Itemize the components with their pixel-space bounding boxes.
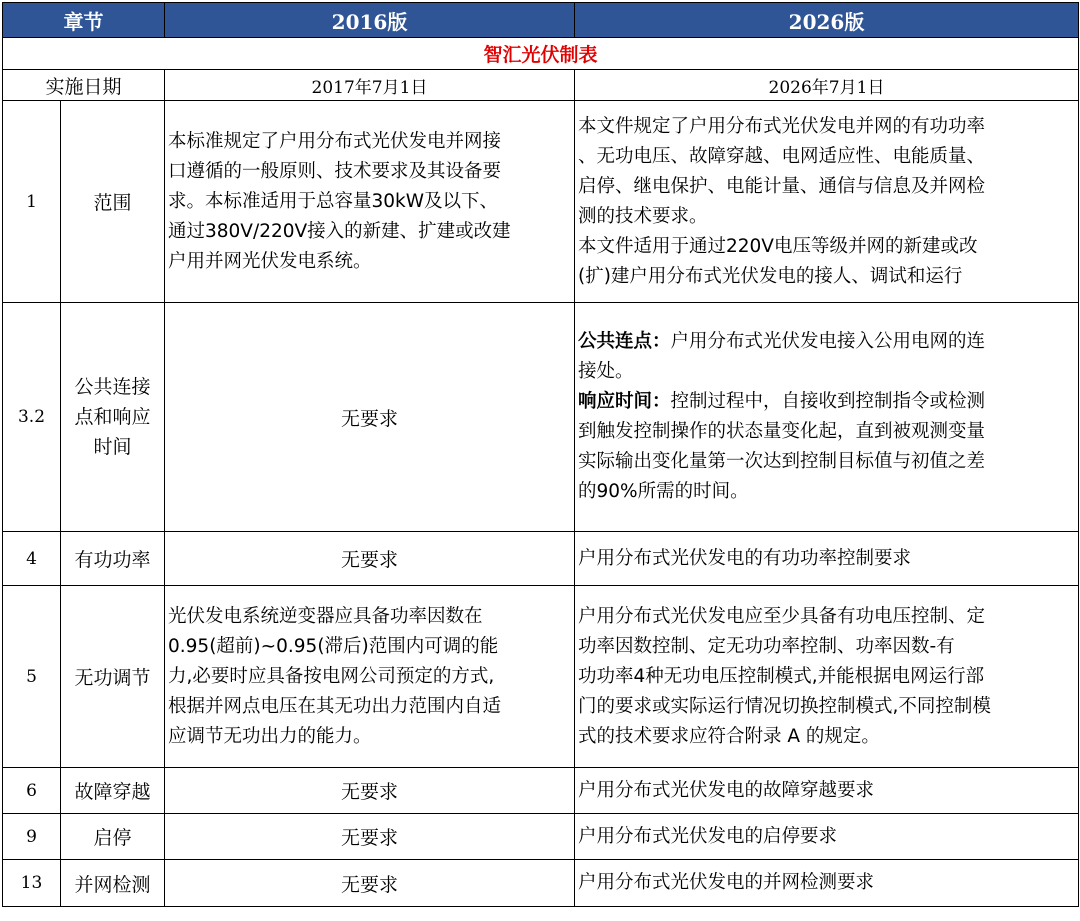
table-row	[3, 586, 1079, 768]
section-number: 1	[3, 101, 61, 303]
cell-2026	[575, 303, 1079, 532]
cell-2026: 户用分布式光伏发电的有功功率控制要求	[575, 532, 1079, 586]
section-number: 9	[3, 814, 61, 860]
section-topic: 无功调节	[61, 586, 165, 768]
text-line: 户用并网光伏发电系统。	[168, 250, 372, 272]
section-topic	[61, 303, 165, 532]
section-topic: 并网检测	[61, 860, 165, 907]
text-line: 力,必要时应具备按电网公司预定的方式,	[168, 665, 495, 687]
implementation-row	[3, 70, 1079, 101]
term-text: 户用分布式光伏发电接入公用电网的连	[670, 331, 986, 352]
cell-2016: 无要求	[165, 532, 575, 586]
text-line: (扩)建户用分布式光伏发电的接人、调试和运行	[578, 265, 963, 287]
table-row	[3, 814, 1079, 860]
cell-2016: 无要求	[165, 303, 575, 532]
section-number: 4	[3, 532, 61, 586]
text-line: 光伏发电系统逆变器应具备功率因数在	[168, 605, 483, 627]
text-line: 接处。	[578, 361, 634, 382]
header-2016: 2016版	[165, 3, 575, 38]
topic-line: 点和响应	[74, 406, 151, 428]
term-label: 响应时间：	[578, 391, 671, 412]
cell-2026: 户用分布式光伏发电的并网检测要求	[575, 860, 1079, 907]
header-chapter: 章节	[3, 3, 165, 38]
text-line: 功功率4种无功电压控制模式,并能根据电网运行部	[578, 665, 985, 687]
text-line: 功率因数控制、定无功功率控制、功率因数-有	[578, 635, 955, 657]
text-line: 户用分布式光伏发电应至少具备有功电压控制、定	[578, 605, 986, 627]
text-line: 本文件规定了户用分布式光伏发电并网的有功功率	[578, 115, 986, 137]
table-row	[3, 768, 1079, 814]
table-row	[3, 532, 1079, 586]
text-line: 求。本标准适用于总容量30kW及以下、	[168, 190, 499, 212]
cell-2016	[165, 101, 575, 303]
implementation-2016: 2017年7月1日	[165, 70, 575, 101]
text-line: 的90%所需的时间。	[578, 481, 749, 502]
section-topic: 有功功率	[61, 532, 165, 586]
text-line: 本标准规定了户用分布式光伏发电并网接	[168, 130, 502, 152]
cell-2016	[165, 586, 575, 768]
text-line: 口遵循的一般原则、技术要求及其设备要	[168, 160, 502, 182]
text-line: 根据并网点电压在其无功出力范围内自适	[168, 695, 502, 717]
comparison-table-wrapper	[2, 2, 1079, 907]
cell-2016: 无要求	[165, 860, 575, 907]
cell-2026: 户用分布式光伏发电的故障穿越要求	[575, 768, 1079, 814]
section-topic: 故障穿越	[61, 768, 165, 814]
table-row	[3, 303, 1079, 532]
brand-label: 智汇光伏制表	[3, 38, 1079, 70]
header-row	[3, 3, 1079, 38]
text-line: 到触发控制操作的状态量变化起，直到被观测变量	[578, 421, 986, 442]
text-line	[578, 327, 1075, 357]
text-line: 式的技术要求应符合附录 A 的规定。	[578, 725, 880, 747]
section-number: 3.2	[3, 303, 61, 532]
cell-2026	[575, 101, 1079, 303]
term-text: 控制过程中，自接收到控制指令或检测	[670, 391, 986, 412]
text-line: 应调节无功出力的能力。	[168, 725, 372, 747]
section-number: 6	[3, 768, 61, 814]
text-line: 门的要求或实际运行情况切换控制模式,不同控制模	[578, 695, 991, 717]
section-topic: 启停	[61, 814, 165, 860]
section-topic: 范围	[61, 101, 165, 303]
text-line: 本文件适用于通过220V电压等级并网的新建或改	[578, 235, 978, 257]
cell-2026: 户用分布式光伏发电的启停要求	[575, 814, 1079, 860]
text-line: 0.95(超前)~0.95(滞后)范围内可调的能	[168, 635, 499, 657]
implementation-2026: 2026年7月1日	[575, 70, 1079, 101]
term-label: 公共连点：	[578, 331, 671, 352]
topic-line: 公共连接	[74, 376, 151, 398]
text-line: 实际输出变化量第一次达到控制目标值与初值之差	[578, 451, 986, 472]
implementation-label: 实施日期	[3, 70, 165, 101]
table-row	[3, 860, 1079, 907]
text-line: 通过380V/220V接入的新建、扩建或改建	[168, 220, 511, 242]
text-line	[578, 387, 1075, 417]
table-row	[3, 101, 1079, 303]
header-2026: 2026版	[575, 3, 1079, 38]
brand-row	[3, 38, 1079, 70]
text-line: 、无功电压、故障穿越、电网适应性、电能质量、	[578, 145, 986, 167]
text-line: 测的技术要求。	[578, 205, 708, 227]
comparison-table	[2, 2, 1079, 907]
cell-2026	[575, 586, 1079, 768]
cell-2016: 无要求	[165, 768, 575, 814]
text-line: 启停、继电保护、电能计量、通信与信息及并网检	[578, 175, 986, 197]
section-number: 13	[3, 860, 61, 907]
section-number: 5	[3, 586, 61, 768]
topic-line: 时间	[93, 436, 132, 458]
cell-2016: 无要求	[165, 814, 575, 860]
